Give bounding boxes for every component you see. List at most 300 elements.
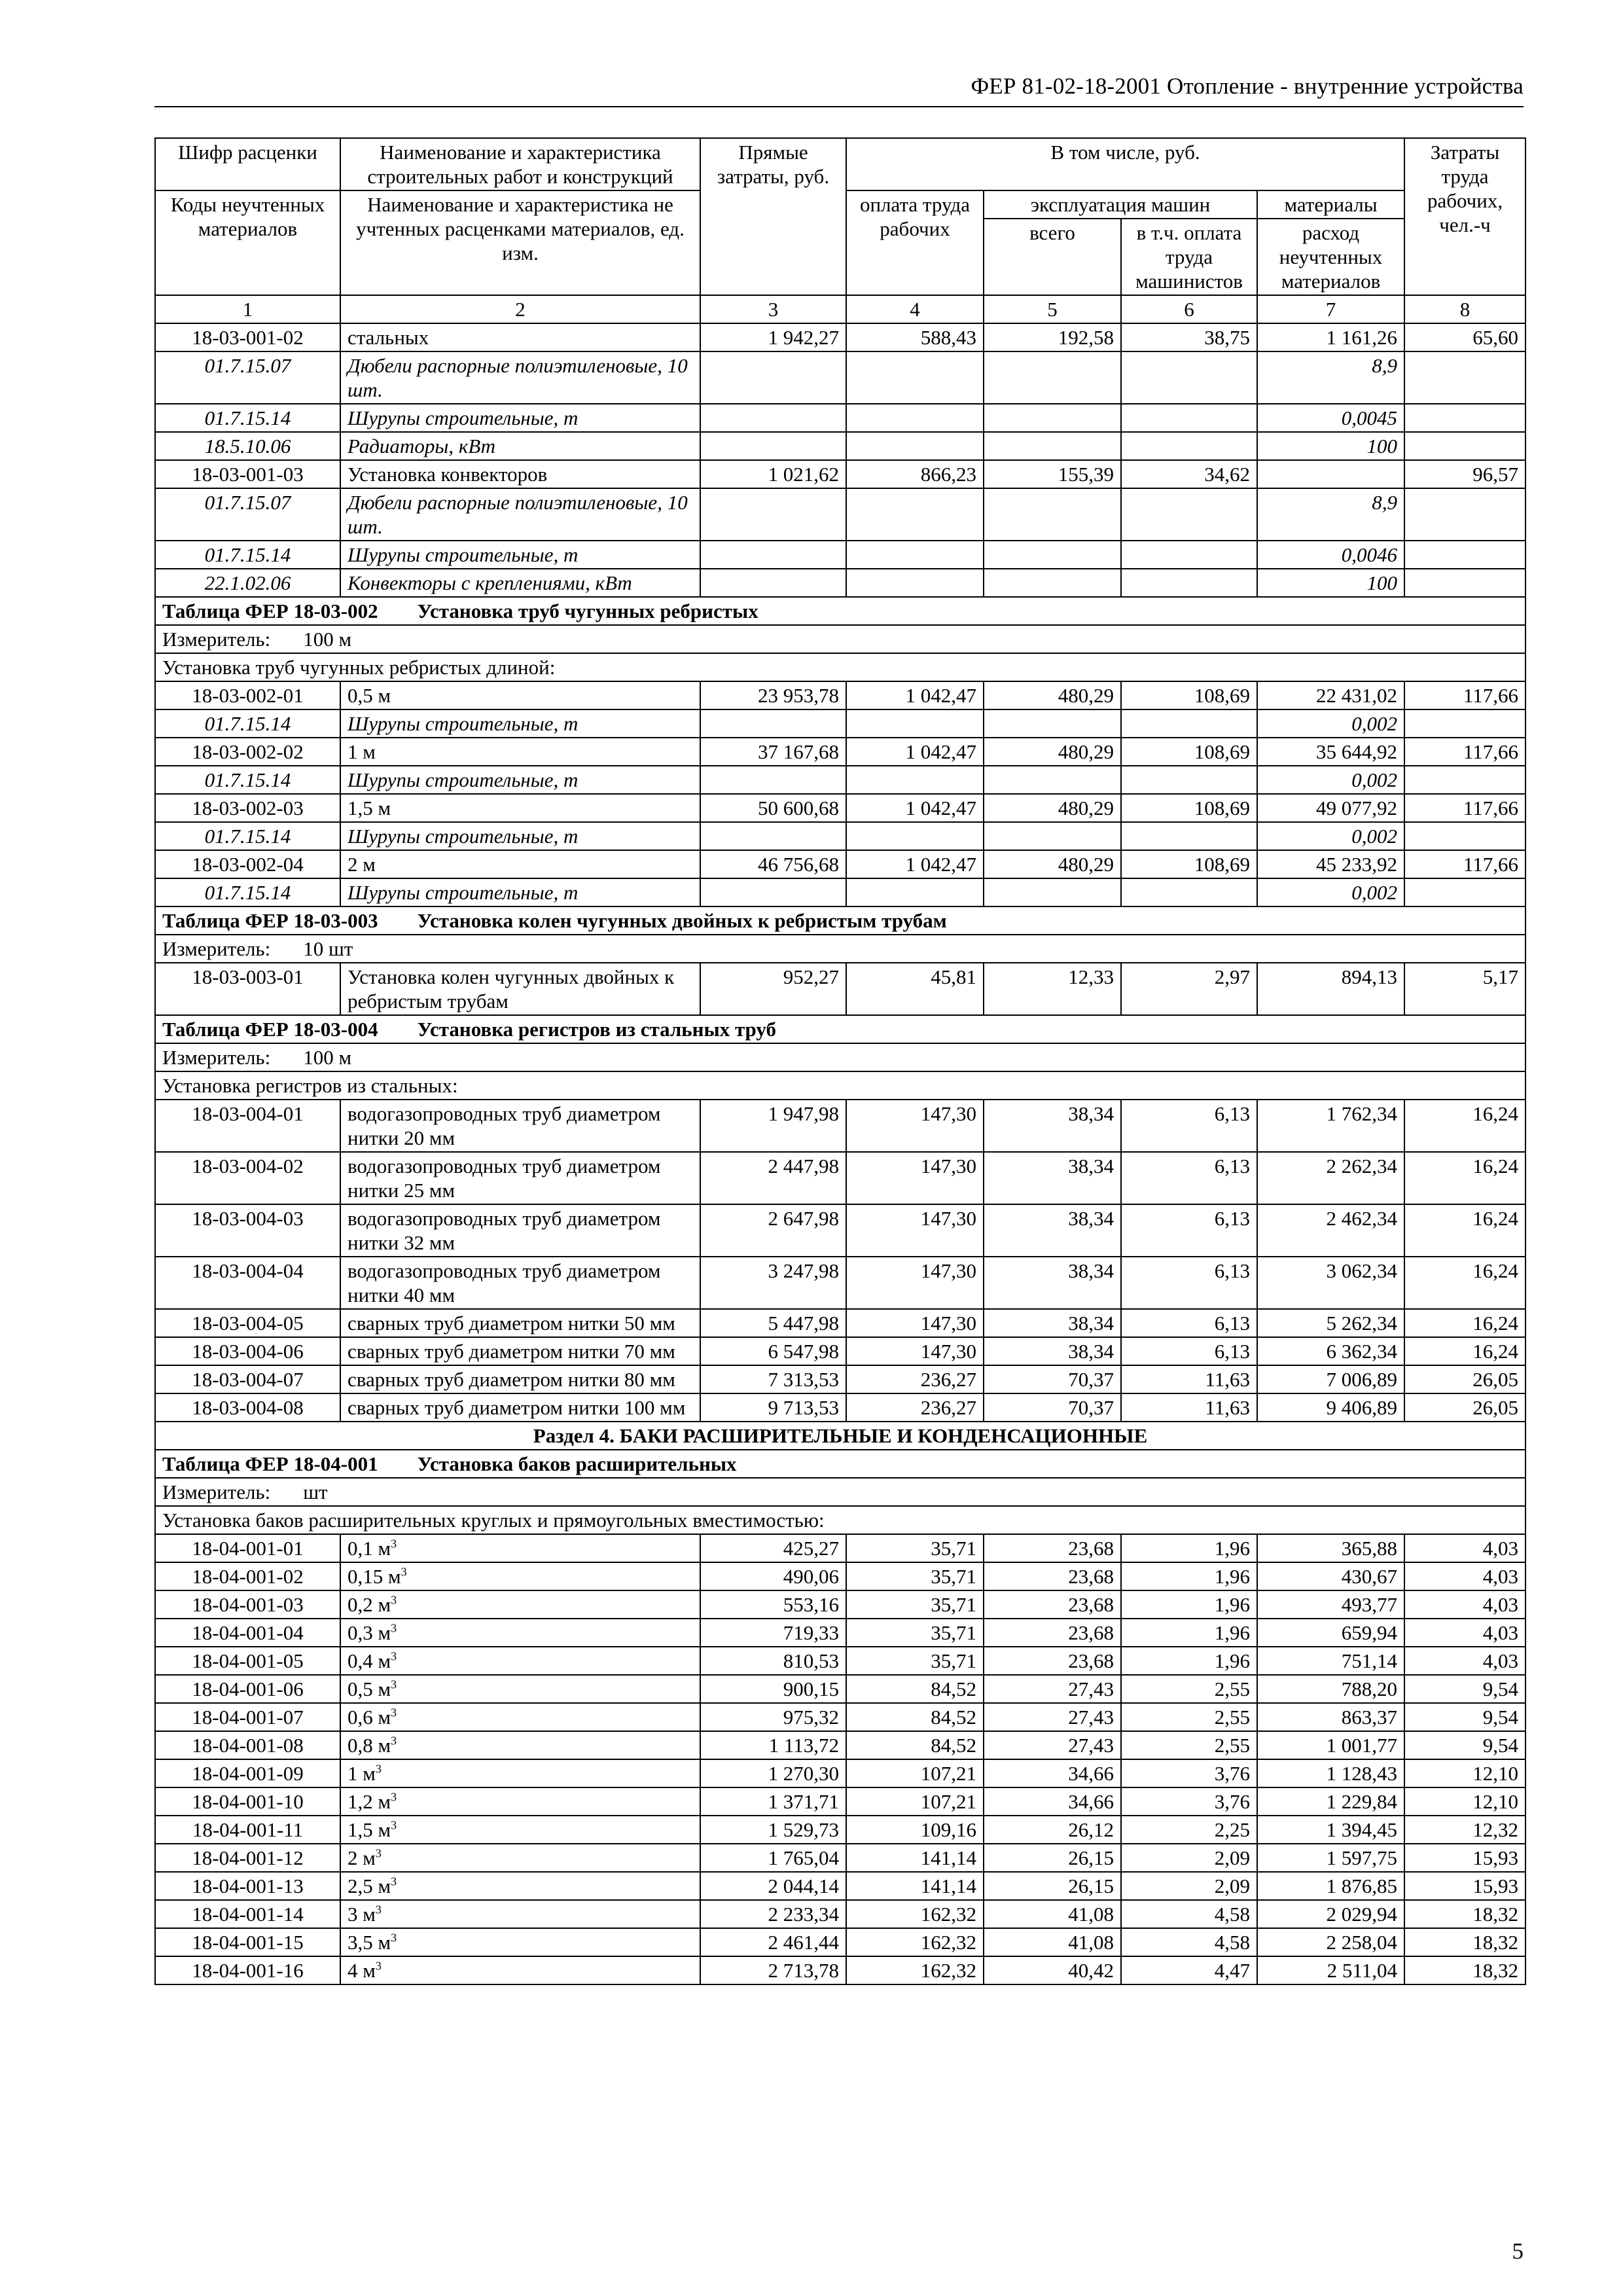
column-number: 1 bbox=[155, 295, 340, 323]
rate-row bbox=[155, 1816, 1525, 1844]
volume-value: 2,5 м bbox=[348, 1874, 391, 1897]
material-name: Радиаторы, кВт bbox=[340, 432, 700, 460]
unit-superscript: 3 bbox=[391, 1790, 397, 1804]
materials-cost: 2 462,34 bbox=[1257, 1204, 1404, 1257]
wages-cost: 162,32 bbox=[846, 1928, 984, 1956]
rate-code: 18-04-001-12 bbox=[155, 1844, 340, 1872]
direct-cost: 50 600,68 bbox=[700, 794, 846, 822]
material-code: 22.1.02.06 bbox=[155, 569, 340, 597]
direct-cost: 7 313,53 bbox=[700, 1365, 846, 1393]
materials-cost: 788,20 bbox=[1257, 1675, 1404, 1703]
table-title-label: Таблица ФЕР 18-03-002 bbox=[162, 600, 378, 622]
rate-row bbox=[155, 1900, 1525, 1928]
material-code: 01.7.15.14 bbox=[155, 709, 340, 738]
labor-cost: 18,32 bbox=[1404, 1956, 1525, 1984]
rate-code: 18-03-004-03 bbox=[155, 1204, 340, 1257]
header-machines-wages: в т.ч. оплата труда машинистов bbox=[1121, 219, 1257, 295]
wages-cost: 35,71 bbox=[846, 1562, 984, 1590]
volume-value: 0,1 м bbox=[348, 1537, 391, 1560]
unit-superscript: 3 bbox=[391, 1734, 397, 1748]
labor-cost: 4,03 bbox=[1404, 1562, 1525, 1590]
rate-name bbox=[340, 1675, 700, 1703]
machines-cost: 27,43 bbox=[984, 1675, 1121, 1703]
materials-cost: 2 029,94 bbox=[1257, 1900, 1404, 1928]
wages-cost: 236,27 bbox=[846, 1365, 984, 1393]
rate-code: 18-03-004-08 bbox=[155, 1393, 340, 1422]
rates-table bbox=[154, 137, 1526, 1985]
materials-cost: 6 362,34 bbox=[1257, 1337, 1404, 1365]
rate-row bbox=[155, 1619, 1525, 1647]
material-qty: 0,002 bbox=[1257, 878, 1404, 906]
rate-row bbox=[155, 794, 1525, 822]
rate-code: 18-03-002-03 bbox=[155, 794, 340, 822]
direct-cost: 9 713,53 bbox=[700, 1393, 846, 1422]
machinist-wages: 6,13 bbox=[1121, 1257, 1257, 1309]
rate-row bbox=[155, 963, 1525, 1015]
labor-cost: 9,54 bbox=[1404, 1675, 1525, 1703]
rate-name bbox=[340, 1534, 700, 1562]
labor-cost: 9,54 bbox=[1404, 1731, 1525, 1759]
table-title bbox=[155, 1015, 1525, 1043]
machines-cost: 155,39 bbox=[984, 460, 1121, 488]
material-row bbox=[155, 541, 1525, 569]
rate-code: 18-04-001-03 bbox=[155, 1590, 340, 1619]
header-labor: Затраты труда рабочих, чел.-ч bbox=[1404, 138, 1525, 295]
labor-cost: 96,57 bbox=[1404, 460, 1525, 488]
rate-name: 2 м bbox=[340, 850, 700, 878]
empty-cell bbox=[984, 541, 1121, 569]
header-direct: Прямые затраты, руб. bbox=[700, 138, 846, 295]
volume-value: 0,15 м bbox=[348, 1565, 401, 1588]
direct-cost: 37 167,68 bbox=[700, 738, 846, 766]
rate-code: 18-03-001-03 bbox=[155, 460, 340, 488]
wages-cost: 35,71 bbox=[846, 1534, 984, 1562]
material-row bbox=[155, 432, 1525, 460]
rate-row bbox=[155, 1365, 1525, 1393]
material-name: Шурупы строительные, т bbox=[340, 541, 700, 569]
labor-cost: 12,32 bbox=[1404, 1816, 1525, 1844]
rate-code: 18-03-001-02 bbox=[155, 323, 340, 351]
machines-cost: 41,08 bbox=[984, 1928, 1121, 1956]
header-rule bbox=[154, 106, 1524, 107]
rate-name bbox=[340, 1787, 700, 1816]
machinist-wages: 2,09 bbox=[1121, 1872, 1257, 1900]
table-title bbox=[155, 1450, 1525, 1478]
materials-cost: 1 229,84 bbox=[1257, 1787, 1404, 1816]
wages-cost: 141,14 bbox=[846, 1872, 984, 1900]
machines-cost: 26,15 bbox=[984, 1872, 1121, 1900]
materials-cost: 1 876,85 bbox=[1257, 1872, 1404, 1900]
empty-cell bbox=[700, 878, 846, 906]
rate-row bbox=[155, 681, 1525, 709]
group-label: Установка труб чугунных ребристых длиной: bbox=[155, 653, 1525, 681]
rate-code: 18-03-004-01 bbox=[155, 1100, 340, 1152]
rate-code: 18-04-001-11 bbox=[155, 1816, 340, 1844]
materials-cost bbox=[1257, 460, 1404, 488]
empty-cell bbox=[846, 569, 984, 597]
direct-cost: 810,53 bbox=[700, 1647, 846, 1675]
machinist-wages: 1,96 bbox=[1121, 1647, 1257, 1675]
machines-cost: 38,34 bbox=[984, 1204, 1121, 1257]
machines-cost: 192,58 bbox=[984, 323, 1121, 351]
machines-cost: 38,34 bbox=[984, 1257, 1121, 1309]
machines-cost: 480,29 bbox=[984, 738, 1121, 766]
volume-value: 0,6 м bbox=[348, 1706, 391, 1729]
machinist-wages: 1,96 bbox=[1121, 1534, 1257, 1562]
table-title-text: Установка колен чугунных двойных к ребристым трубам bbox=[417, 909, 947, 932]
group-label-row bbox=[155, 1506, 1525, 1534]
material-name: Дюбели распорные полиэтиленовые, 10 шт. bbox=[340, 351, 700, 404]
measure-value: 100 м bbox=[303, 628, 352, 651]
material-code: 01.7.15.14 bbox=[155, 541, 340, 569]
rate-code: 18-03-004-02 bbox=[155, 1152, 340, 1204]
group-label-row bbox=[155, 653, 1525, 681]
volume-value: 1,5 м bbox=[348, 1818, 391, 1841]
measure-label: Измеритель: bbox=[162, 937, 271, 960]
labor-cost: 18,32 bbox=[1404, 1928, 1525, 1956]
labor-cost: 15,93 bbox=[1404, 1844, 1525, 1872]
header-code-top: Шифр расценки bbox=[155, 138, 340, 190]
empty-cell bbox=[700, 404, 846, 432]
rate-row bbox=[155, 1675, 1525, 1703]
rate-name bbox=[340, 1759, 700, 1787]
machines-cost: 38,34 bbox=[984, 1337, 1121, 1365]
rate-row bbox=[155, 1562, 1525, 1590]
machinist-wages: 2,25 bbox=[1121, 1816, 1257, 1844]
rate-code: 18-03-004-05 bbox=[155, 1309, 340, 1337]
machines-cost: 34,66 bbox=[984, 1759, 1121, 1787]
material-qty: 100 bbox=[1257, 432, 1404, 460]
empty-cell bbox=[846, 541, 984, 569]
machinist-wages: 34,62 bbox=[1121, 460, 1257, 488]
labor-cost: 26,05 bbox=[1404, 1393, 1525, 1422]
labor-cost: 12,10 bbox=[1404, 1787, 1525, 1816]
direct-cost: 553,16 bbox=[700, 1590, 846, 1619]
empty-cell bbox=[1404, 878, 1525, 906]
machines-cost: 38,34 bbox=[984, 1100, 1121, 1152]
empty-cell bbox=[700, 541, 846, 569]
unit-superscript: 3 bbox=[375, 1903, 382, 1916]
wages-cost: 107,21 bbox=[846, 1759, 984, 1787]
machines-cost: 480,29 bbox=[984, 850, 1121, 878]
rate-row bbox=[155, 1393, 1525, 1422]
material-row bbox=[155, 351, 1525, 404]
wages-cost: 1 042,47 bbox=[846, 681, 984, 709]
materials-cost: 1 161,26 bbox=[1257, 323, 1404, 351]
labor-cost: 16,24 bbox=[1404, 1257, 1525, 1309]
rate-name: сварных труб диаметром нитки 80 мм bbox=[340, 1365, 700, 1393]
empty-cell bbox=[1121, 404, 1257, 432]
direct-cost: 1 942,27 bbox=[700, 323, 846, 351]
unit-superscript: 3 bbox=[391, 1537, 397, 1551]
materials-cost: 2 262,34 bbox=[1257, 1152, 1404, 1204]
rate-code: 18-03-002-04 bbox=[155, 850, 340, 878]
labor-cost: 5,17 bbox=[1404, 963, 1525, 1015]
rate-name: сварных труб диаметром нитки 100 мм bbox=[340, 1393, 700, 1422]
material-code: 01.7.15.07 bbox=[155, 488, 340, 541]
material-qty: 0,002 bbox=[1257, 822, 1404, 850]
empty-cell bbox=[1121, 709, 1257, 738]
machines-cost: 23,68 bbox=[984, 1562, 1121, 1590]
empty-cell bbox=[1121, 488, 1257, 541]
materials-cost: 1 128,43 bbox=[1257, 1759, 1404, 1787]
wages-cost: 84,52 bbox=[846, 1731, 984, 1759]
column-numbers-row bbox=[155, 295, 1525, 323]
volume-value: 1 м bbox=[348, 1762, 376, 1785]
column-number: 4 bbox=[846, 295, 984, 323]
machinist-wages: 11,63 bbox=[1121, 1393, 1257, 1422]
rate-name bbox=[340, 1703, 700, 1731]
wages-cost: 45,81 bbox=[846, 963, 984, 1015]
measure-row bbox=[155, 625, 1525, 653]
volume-value: 0,2 м bbox=[348, 1593, 391, 1616]
material-code: 18.5.10.06 bbox=[155, 432, 340, 460]
material-row bbox=[155, 766, 1525, 794]
direct-cost: 1 765,04 bbox=[700, 1844, 846, 1872]
table-title-row bbox=[155, 597, 1525, 625]
table-title-text: Установка баков расширительных bbox=[417, 1452, 737, 1475]
wages-cost: 866,23 bbox=[846, 460, 984, 488]
machinist-wages: 2,55 bbox=[1121, 1731, 1257, 1759]
material-row bbox=[155, 488, 1525, 541]
direct-cost: 46 756,68 bbox=[700, 850, 846, 878]
measure-label: Измеритель: bbox=[162, 1480, 271, 1503]
wages-cost: 147,30 bbox=[846, 1100, 984, 1152]
materials-cost: 2 258,04 bbox=[1257, 1928, 1404, 1956]
rates-table-body bbox=[155, 138, 1525, 1984]
materials-cost: 7 006,89 bbox=[1257, 1365, 1404, 1393]
table-title-text: Установка регистров из стальных труб bbox=[417, 1018, 776, 1041]
material-name: Шурупы строительные, т bbox=[340, 404, 700, 432]
labor-cost: 16,24 bbox=[1404, 1309, 1525, 1337]
empty-cell bbox=[1404, 432, 1525, 460]
empty-cell bbox=[846, 878, 984, 906]
material-qty: 0,0045 bbox=[1257, 404, 1404, 432]
material-qty: 0,002 bbox=[1257, 766, 1404, 794]
direct-cost: 2 713,78 bbox=[700, 1956, 846, 1984]
machinist-wages: 4,58 bbox=[1121, 1900, 1257, 1928]
empty-cell bbox=[700, 488, 846, 541]
empty-cell bbox=[700, 822, 846, 850]
rate-code: 18-04-001-10 bbox=[155, 1787, 340, 1816]
volume-value: 0,5 м bbox=[348, 1677, 391, 1700]
direct-cost: 425,27 bbox=[700, 1534, 846, 1562]
rate-row bbox=[155, 1309, 1525, 1337]
machines-cost: 26,12 bbox=[984, 1816, 1121, 1844]
direct-cost: 490,06 bbox=[700, 1562, 846, 1590]
labor-cost: 26,05 bbox=[1404, 1365, 1525, 1393]
rate-code: 18-03-002-01 bbox=[155, 681, 340, 709]
measure-label: Измеритель: bbox=[162, 628, 271, 651]
wages-cost: 162,32 bbox=[846, 1900, 984, 1928]
material-qty: 8,9 bbox=[1257, 488, 1404, 541]
wages-cost: 35,71 bbox=[846, 1619, 984, 1647]
unit-superscript: 3 bbox=[391, 1593, 397, 1607]
measure-row bbox=[155, 935, 1525, 963]
material-row bbox=[155, 709, 1525, 738]
page-header-title: ФЕР 81-02-18-2001 Отопление - внутренние устройства bbox=[971, 73, 1524, 99]
measure-value: шт bbox=[303, 1480, 328, 1503]
measure-unit bbox=[155, 1043, 1525, 1071]
material-name: Шурупы строительные, т bbox=[340, 822, 700, 850]
column-number: 8 bbox=[1404, 295, 1525, 323]
machines-cost: 40,42 bbox=[984, 1956, 1121, 1984]
rate-code: 18-04-001-14 bbox=[155, 1900, 340, 1928]
rate-code: 18-04-001-05 bbox=[155, 1647, 340, 1675]
wages-cost: 109,16 bbox=[846, 1816, 984, 1844]
volume-value: 0,8 м bbox=[348, 1734, 391, 1757]
rate-row bbox=[155, 1152, 1525, 1204]
material-code: 01.7.15.14 bbox=[155, 822, 340, 850]
empty-cell bbox=[984, 351, 1121, 404]
material-code: 01.7.15.07 bbox=[155, 351, 340, 404]
wages-cost: 162,32 bbox=[846, 1956, 984, 1984]
rate-row bbox=[155, 1100, 1525, 1152]
rate-name bbox=[340, 1872, 700, 1900]
measure-unit bbox=[155, 935, 1525, 963]
empty-cell bbox=[984, 766, 1121, 794]
unit-superscript: 3 bbox=[391, 1649, 397, 1663]
empty-cell bbox=[1404, 822, 1525, 850]
materials-cost: 9 406,89 bbox=[1257, 1393, 1404, 1422]
measure-label: Измеритель: bbox=[162, 1046, 271, 1069]
rate-name: водогазопроводных труб диаметром нитки 20 мм bbox=[340, 1100, 700, 1152]
table-title-label: Таблица ФЕР 18-03-004 bbox=[162, 1018, 378, 1041]
table-title-row bbox=[155, 1015, 1525, 1043]
rate-name: 1,5 м bbox=[340, 794, 700, 822]
table-title-row bbox=[155, 1450, 1525, 1478]
empty-cell bbox=[846, 488, 984, 541]
section-title: Раздел 4. БАКИ РАСШИРИТЕЛЬНЫЕ И КОНДЕНСАЦИОННЫЕ bbox=[155, 1422, 1525, 1450]
table-title-row bbox=[155, 906, 1525, 935]
direct-cost: 952,27 bbox=[700, 963, 846, 1015]
machines-cost: 23,68 bbox=[984, 1647, 1121, 1675]
direct-cost: 2 044,14 bbox=[700, 1872, 846, 1900]
page-number: 5 bbox=[1512, 2238, 1524, 2264]
header-machines-total: всего bbox=[984, 219, 1121, 295]
column-number: 6 bbox=[1121, 295, 1257, 323]
materials-cost: 493,77 bbox=[1257, 1590, 1404, 1619]
rate-code: 18-04-001-09 bbox=[155, 1759, 340, 1787]
empty-cell bbox=[1404, 569, 1525, 597]
materials-cost: 1 001,77 bbox=[1257, 1731, 1404, 1759]
rate-row bbox=[155, 1337, 1525, 1365]
materials-cost: 659,94 bbox=[1257, 1619, 1404, 1647]
direct-cost: 3 247,98 bbox=[700, 1257, 846, 1309]
direct-cost: 2 461,44 bbox=[700, 1928, 846, 1956]
empty-cell bbox=[984, 432, 1121, 460]
machinist-wages: 2,55 bbox=[1121, 1675, 1257, 1703]
header-wages: оплата труда рабочих bbox=[846, 190, 984, 295]
labor-cost: 117,66 bbox=[1404, 850, 1525, 878]
rate-name: водогазопроводных труб диаметром нитки 40 мм bbox=[340, 1257, 700, 1309]
machinist-wages: 1,96 bbox=[1121, 1562, 1257, 1590]
measure-value: 100 м bbox=[303, 1046, 352, 1069]
material-row bbox=[155, 569, 1525, 597]
rate-name: водогазопроводных труб диаметром нитки 25 мм bbox=[340, 1152, 700, 1204]
empty-cell bbox=[1404, 709, 1525, 738]
machinist-wages: 3,76 bbox=[1121, 1787, 1257, 1816]
volume-value: 1,2 м bbox=[348, 1790, 391, 1813]
wages-cost: 588,43 bbox=[846, 323, 984, 351]
machines-cost: 480,29 bbox=[984, 794, 1121, 822]
machines-cost: 70,37 bbox=[984, 1365, 1121, 1393]
unit-superscript: 3 bbox=[375, 1959, 382, 1973]
header-row-1 bbox=[155, 138, 1525, 190]
material-row bbox=[155, 404, 1525, 432]
empty-cell bbox=[846, 822, 984, 850]
wages-cost: 147,30 bbox=[846, 1337, 984, 1365]
rate-code: 18-03-004-07 bbox=[155, 1365, 340, 1393]
rate-name bbox=[340, 1816, 700, 1844]
unit-superscript: 3 bbox=[401, 1565, 407, 1579]
rate-name bbox=[340, 1928, 700, 1956]
material-row bbox=[155, 878, 1525, 906]
direct-cost: 2 647,98 bbox=[700, 1204, 846, 1257]
machinist-wages: 38,75 bbox=[1121, 323, 1257, 351]
empty-cell bbox=[984, 569, 1121, 597]
direct-cost: 6 547,98 bbox=[700, 1337, 846, 1365]
wages-cost: 35,71 bbox=[846, 1590, 984, 1619]
machines-cost: 480,29 bbox=[984, 681, 1121, 709]
rate-name bbox=[340, 1731, 700, 1759]
labor-cost: 4,03 bbox=[1404, 1647, 1525, 1675]
empty-cell bbox=[1121, 541, 1257, 569]
column-number: 2 bbox=[340, 295, 700, 323]
materials-cost: 1 597,75 bbox=[1257, 1844, 1404, 1872]
rate-row bbox=[155, 1787, 1525, 1816]
machines-cost: 41,08 bbox=[984, 1900, 1121, 1928]
measure-value: 10 шт bbox=[303, 937, 353, 960]
labor-cost: 117,66 bbox=[1404, 681, 1525, 709]
material-qty: 0,002 bbox=[1257, 709, 1404, 738]
empty-cell bbox=[1121, 432, 1257, 460]
wages-cost: 107,21 bbox=[846, 1787, 984, 1816]
empty-cell bbox=[700, 569, 846, 597]
rate-code: 18-03-004-06 bbox=[155, 1337, 340, 1365]
materials-cost: 35 644,92 bbox=[1257, 738, 1404, 766]
rate-code: 18-04-001-04 bbox=[155, 1619, 340, 1647]
empty-cell bbox=[700, 709, 846, 738]
direct-cost: 2 447,98 bbox=[700, 1152, 846, 1204]
machines-cost: 23,68 bbox=[984, 1619, 1121, 1647]
empty-cell bbox=[984, 822, 1121, 850]
direct-cost: 1 021,62 bbox=[700, 460, 846, 488]
rate-name bbox=[340, 1647, 700, 1675]
wages-cost: 147,30 bbox=[846, 1257, 984, 1309]
header-code-bottom: Коды неучтенных материалов bbox=[155, 190, 340, 295]
labor-cost: 4,03 bbox=[1404, 1619, 1525, 1647]
rate-code: 18-03-002-02 bbox=[155, 738, 340, 766]
unit-superscript: 3 bbox=[391, 1677, 397, 1691]
rate-code: 18-03-004-04 bbox=[155, 1257, 340, 1309]
volume-value: 0,4 м bbox=[348, 1649, 391, 1672]
rate-name bbox=[340, 1619, 700, 1647]
header-name-top: Наименование и характеристика строительных работ и конструкций bbox=[340, 138, 700, 190]
machinist-wages: 6,13 bbox=[1121, 1100, 1257, 1152]
labor-cost: 4,03 bbox=[1404, 1534, 1525, 1562]
rate-code: 18-04-001-15 bbox=[155, 1928, 340, 1956]
rate-code: 18-04-001-06 bbox=[155, 1675, 340, 1703]
direct-cost: 23 953,78 bbox=[700, 681, 846, 709]
table-title-text: Установка труб чугунных ребристых bbox=[417, 600, 758, 622]
empty-cell bbox=[984, 404, 1121, 432]
material-name: Шурупы строительные, т bbox=[340, 878, 700, 906]
machinist-wages: 4,58 bbox=[1121, 1928, 1257, 1956]
machinist-wages: 108,69 bbox=[1121, 738, 1257, 766]
rate-row bbox=[155, 1257, 1525, 1309]
materials-cost: 45 233,92 bbox=[1257, 850, 1404, 878]
